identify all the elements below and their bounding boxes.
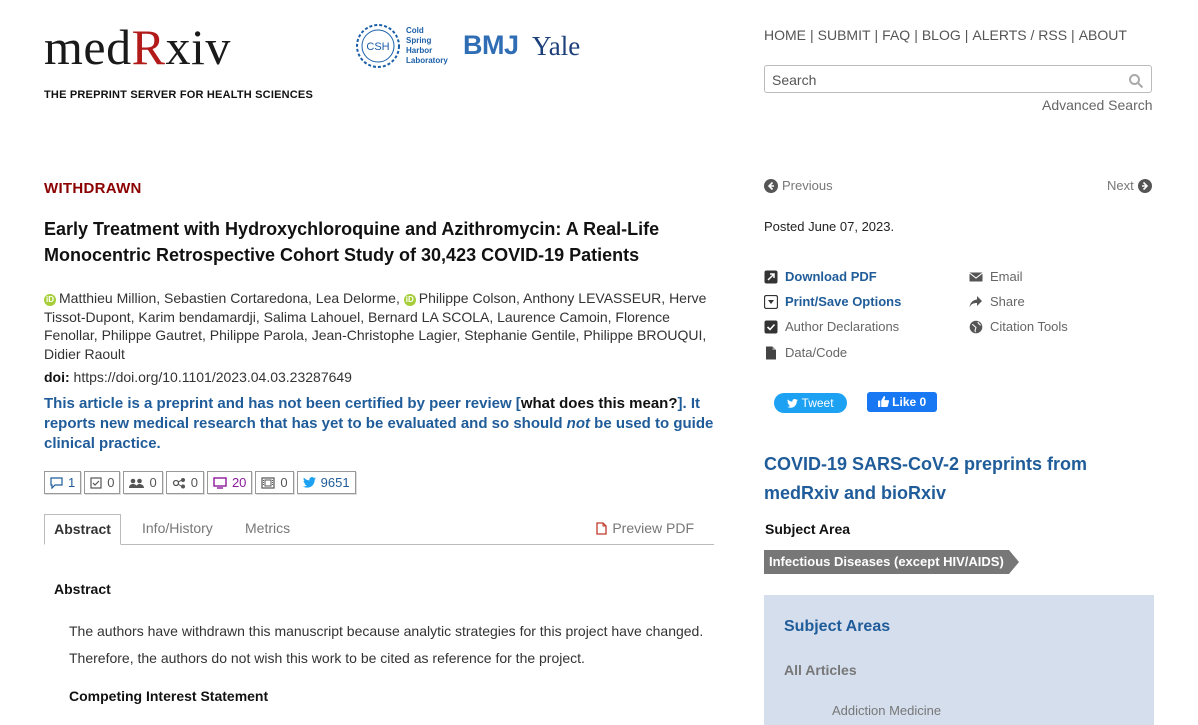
author-list bbox=[44, 289, 724, 363]
subject-area-item[interactable]: Addiction Medicine bbox=[832, 703, 942, 718]
orcid-icon[interactable]: iD bbox=[405, 295, 414, 304]
comment-count[interactable]: 1 bbox=[44, 471, 81, 494]
preprint-notice: This article is a preprint and has not been certified by peer review [what does this mean?]. It reports new medical research that has yet to be evaluated and so should not be used to guide clinical practice. bbox=[44, 395, 714, 452]
yale-logo[interactable]: Yale bbox=[532, 31, 581, 61]
film-icon bbox=[261, 477, 275, 489]
tab-abstract[interactable]: Abstract bbox=[44, 514, 121, 545]
share-link[interactable]: Share bbox=[969, 294, 1025, 309]
medrxiv-logo[interactable] bbox=[44, 16, 231, 78]
community-count[interactable]: 0 bbox=[123, 471, 162, 494]
network-icon bbox=[172, 477, 186, 489]
next-link[interactable]: Next bbox=[1107, 178, 1152, 193]
nav-home[interactable]: HOME bbox=[764, 27, 806, 43]
article-title: Early Treatment with Hydroxychloroquine and Azithromycin: A Real-Life Monocentric Retrospective Cohort Study of 30,423 COVID-19 Patients bbox=[44, 219, 660, 265]
doi-line bbox=[44, 369, 352, 385]
media-count[interactable]: 20 bbox=[207, 471, 252, 494]
search-input[interactable] bbox=[770, 67, 1114, 93]
authors-part-2[interactable]: Philippe Colson, Anthony LEVASSEUR, Herve Tissot-Dupont, Karim bendamardji, Salima Lahouel, Bernard LA SCOLA, Laurence Camoin, Florence Fenollar, Philippe Gautret, Philippe Parola, Jean-Christophe Lagier, Stephanie Gentile, Philippe BROUQUI, Didier Raoult bbox=[44, 290, 707, 362]
metrics-bar bbox=[44, 471, 359, 494]
arrow-right-circle-icon bbox=[1138, 179, 1152, 193]
posted-date: Posted June 07, 2023. bbox=[764, 219, 895, 234]
nav-submit[interactable]: SUBMIT bbox=[817, 27, 871, 43]
pdf-file-icon bbox=[596, 522, 607, 535]
logo-text: medRxiv bbox=[44, 19, 231, 75]
search-icon[interactable] bbox=[1128, 73, 1144, 89]
subject-areas-panel bbox=[764, 595, 1154, 725]
monitor-icon bbox=[213, 477, 227, 489]
nav-blog[interactable]: BLOG bbox=[921, 27, 961, 43]
top-navigation: HOME | SUBMIT | FAQ | BLOG | ALERTS / RSS | ABOUT bbox=[764, 27, 1127, 43]
twitter-icon bbox=[303, 477, 316, 488]
citation-tools-link[interactable]: Citation Tools bbox=[969, 319, 1068, 334]
abstract-text: The authors have withdrawn this manuscript because analytic strategies for this project have changed. Therefore, the authors do not wish this work to be cited as reference for the project. bbox=[69, 623, 704, 666]
arrow-left-circle-icon bbox=[764, 179, 778, 193]
orcid-icon[interactable]: iD bbox=[46, 295, 54, 304]
tweet-button[interactable]: Tweet bbox=[774, 393, 847, 413]
csh-logo-icon[interactable] bbox=[355, 23, 401, 69]
nav-alerts-rss[interactable]: ALERTS / RSS bbox=[972, 27, 1068, 43]
csh-words: Cold Spring Harbor Laboratory bbox=[406, 26, 448, 65]
globe-icon bbox=[969, 320, 983, 334]
comment-icon bbox=[50, 477, 63, 489]
nav-faq[interactable]: FAQ bbox=[882, 27, 911, 43]
author-declarations-link[interactable]: Author Declarations bbox=[764, 319, 899, 334]
thumbs-up-icon bbox=[878, 396, 889, 407]
check-square-icon bbox=[764, 320, 778, 334]
subject-area-label: Subject Area bbox=[765, 521, 851, 537]
bmj-logo[interactable]: BMJ bbox=[463, 30, 519, 60]
tag-arrow bbox=[1009, 550, 1019, 574]
subject-area-value: Infectious Diseases (except HIV/AIDS) bbox=[764, 550, 1009, 574]
nav-about[interactable]: ABOUT bbox=[1078, 27, 1127, 43]
download-pdf-link[interactable]: Download PDF bbox=[764, 269, 877, 284]
csh-mark: CSH bbox=[366, 41, 390, 53]
article-tabs bbox=[44, 514, 714, 545]
facebook-like-button[interactable]: Like 0 bbox=[867, 392, 937, 412]
tab-info-history[interactable]: Info/History bbox=[142, 520, 213, 536]
site-tagline: THE PREPRINT SERVER FOR HEALTH SCIENCES bbox=[44, 89, 313, 101]
twitter-bird-icon bbox=[787, 399, 798, 408]
doi-label: doi: bbox=[44, 369, 70, 385]
print-save-options-link[interactable]: Print/Save Options bbox=[764, 294, 901, 309]
withdrawn-label: WITHDRAWN bbox=[44, 180, 142, 197]
preview-pdf-link[interactable]: Preview PDF bbox=[596, 514, 694, 543]
email-link[interactable]: Email bbox=[969, 269, 1023, 284]
video-count[interactable]: 0 bbox=[255, 471, 293, 494]
previous-link[interactable]: Previous bbox=[764, 178, 833, 193]
data-code-link[interactable]: Data/Code bbox=[764, 345, 847, 360]
checklist-icon bbox=[90, 477, 102, 489]
competing-interest-heading: Competing Interest Statement bbox=[69, 688, 269, 704]
doi-link[interactable]: https://doi.org/10.1101/2023.04.03.23287649 bbox=[73, 369, 352, 385]
all-articles-link[interactable]: All Articles bbox=[784, 662, 857, 678]
subject-areas-heading: Subject Areas bbox=[784, 618, 891, 635]
review-count[interactable]: 0 bbox=[84, 471, 120, 494]
file-icon bbox=[764, 346, 778, 360]
what-does-this-mean-link[interactable]: what does this mean? bbox=[520, 395, 678, 412]
authors-part-1[interactable]: Matthieu Million, Sebastien Cortaredona, Lea Delorme, bbox=[59, 290, 400, 306]
download-icon bbox=[764, 270, 778, 284]
network-count[interactable]: 0 bbox=[166, 471, 204, 494]
covid-preprints-link[interactable]: COVID-19 SARS-CoV-2 preprints from medRxiv and bioRxiv bbox=[764, 454, 1088, 503]
envelope-icon bbox=[969, 270, 983, 284]
caret-down-box-icon bbox=[764, 295, 778, 309]
share-arrow-icon bbox=[969, 295, 983, 309]
search-box bbox=[764, 65, 1152, 93]
tab-metrics[interactable]: Metrics bbox=[245, 520, 291, 536]
users-icon bbox=[129, 477, 144, 489]
abstract-heading: Abstract bbox=[54, 581, 111, 597]
advanced-search-link[interactable]: Advanced Search bbox=[1042, 97, 1153, 113]
tweet-count[interactable]: 9651 bbox=[297, 471, 356, 494]
